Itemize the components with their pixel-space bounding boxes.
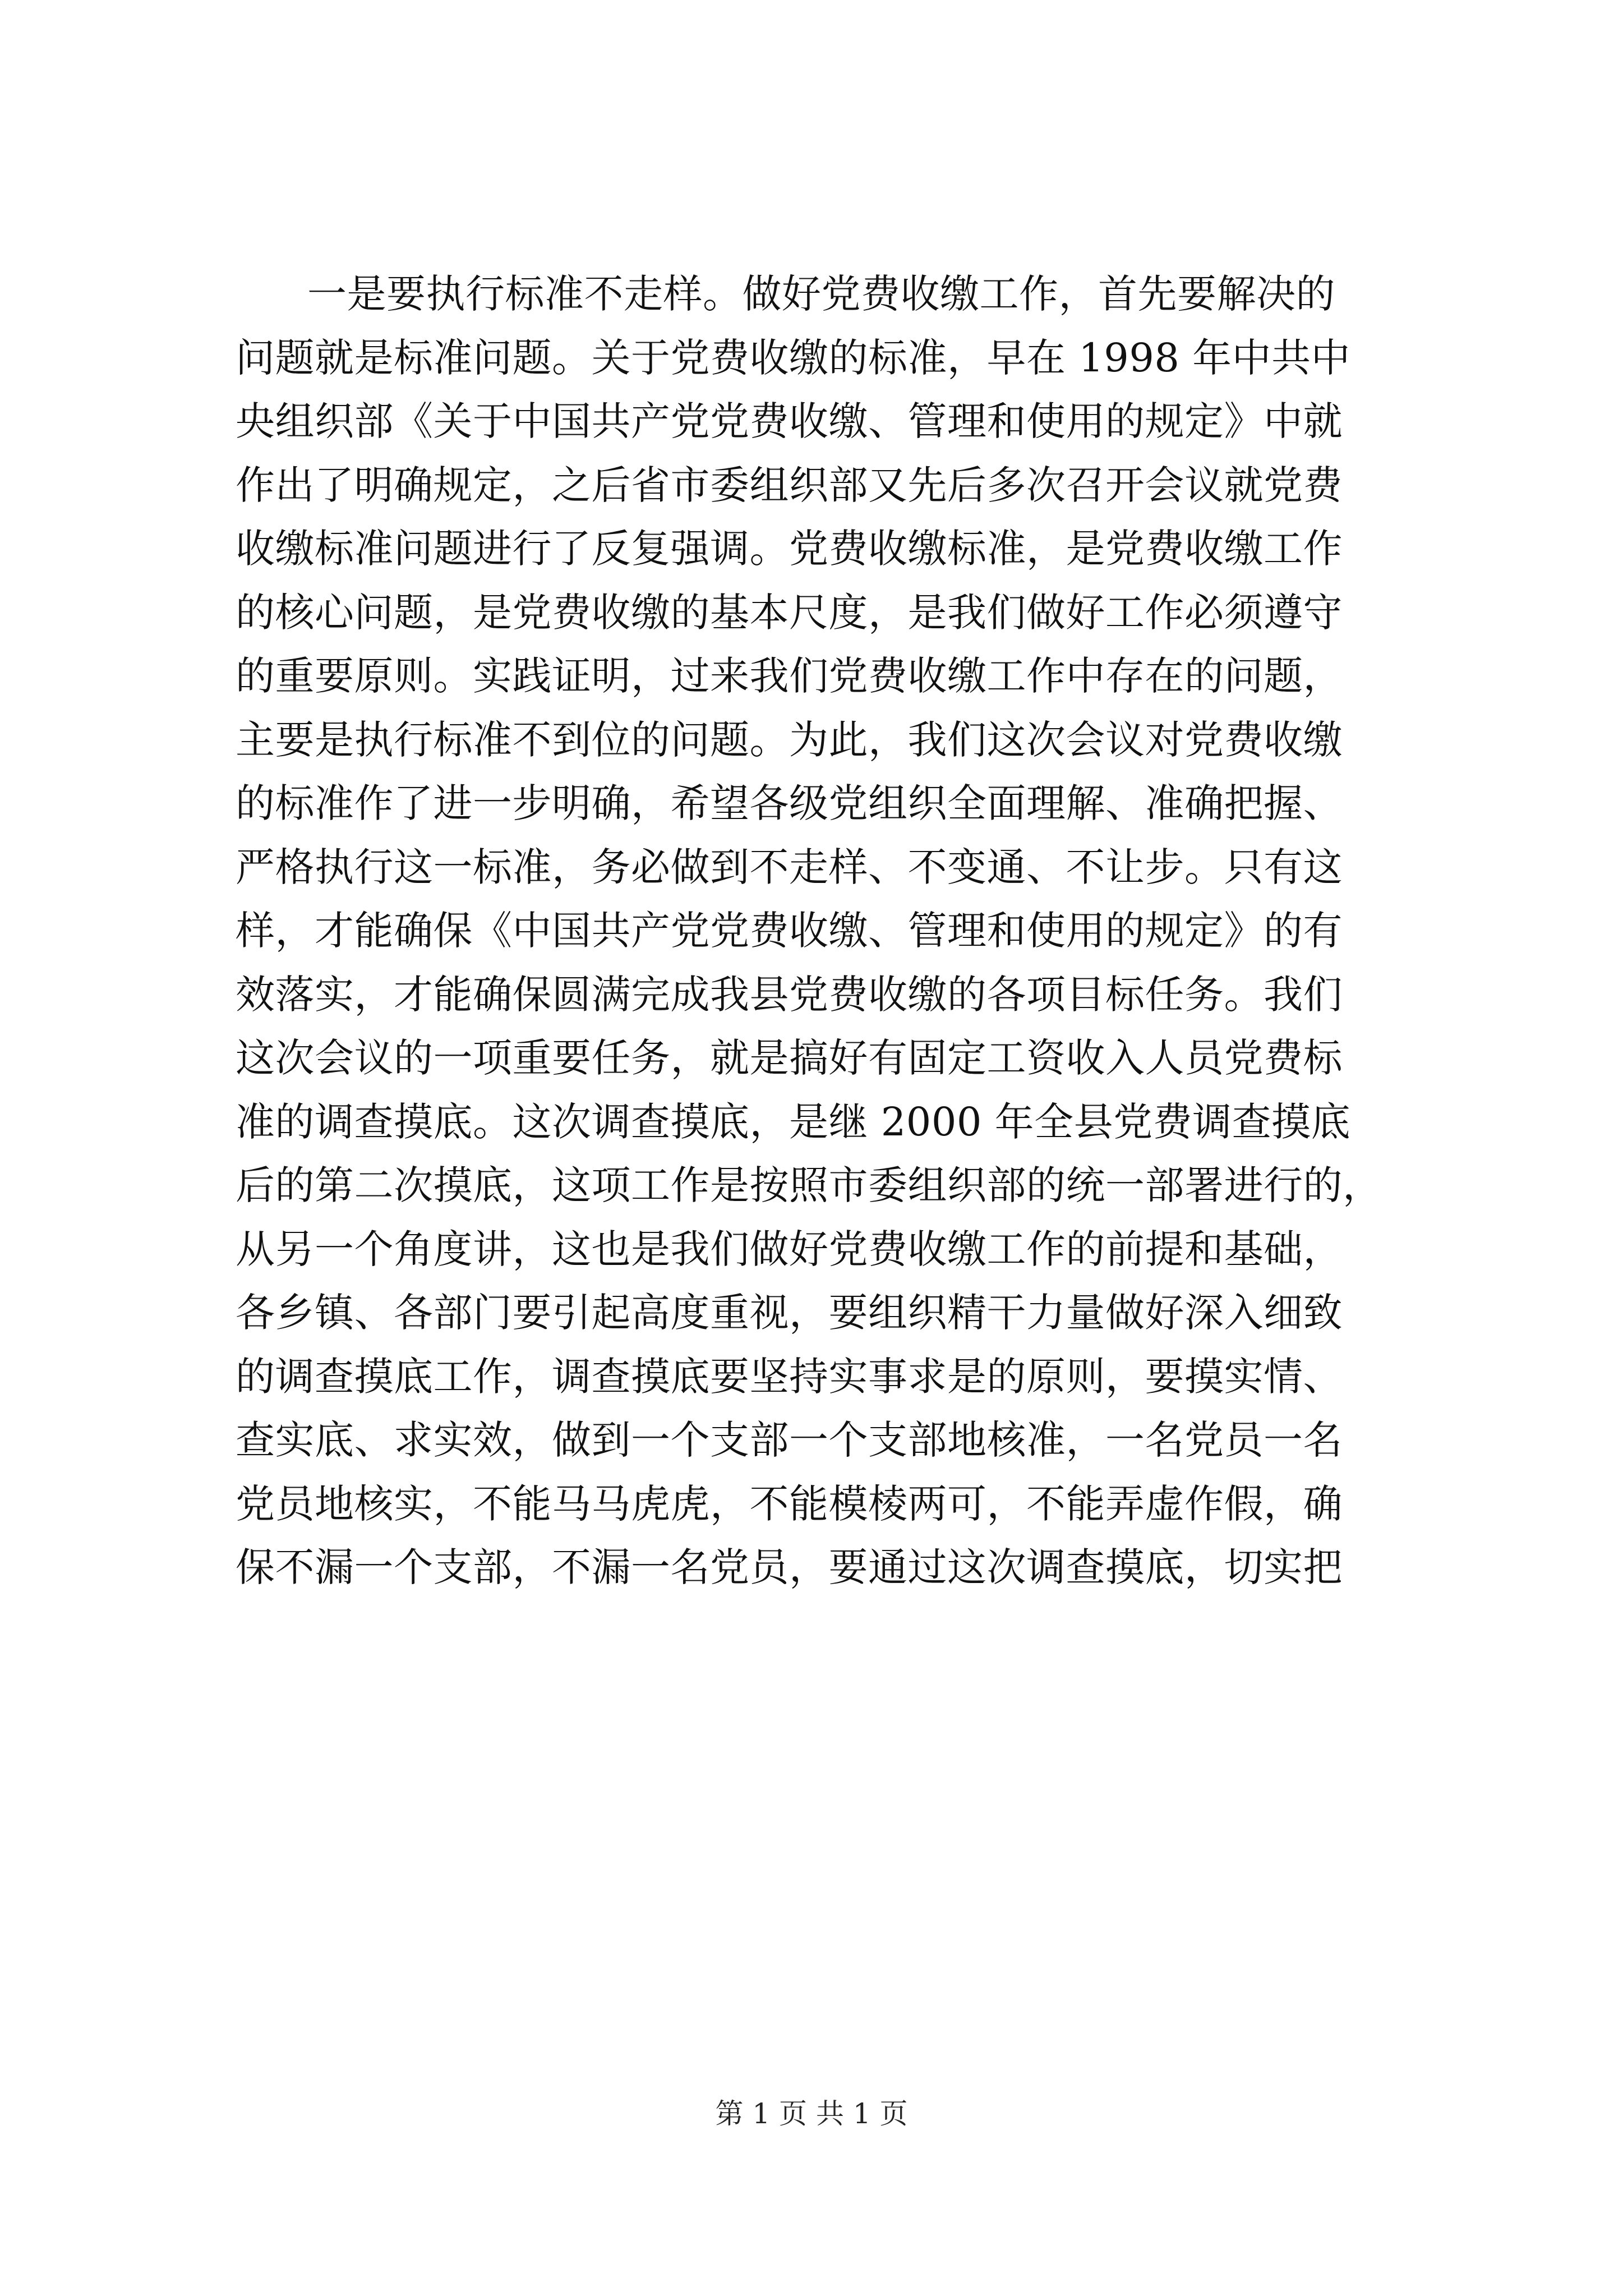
text-line: 样，才能确保《中国共产党党费收缴、管理和使用的规定》的有 xyxy=(236,908,1343,954)
text-line: 保不漏一个支部，不漏一名党员，要通过这次调查摸底，切实把 xyxy=(236,1544,1343,1590)
text-line: 严格执行这一标准，务必做到不走样、不变通、不让步。只有这 xyxy=(236,844,1343,890)
text-line: 查实底、求实效，做到一个支部一个支部地核准，一名党员一名 xyxy=(236,1417,1343,1463)
text-line: 一是要执行标准不走样。做好党费收缴工作，首先要解决的 xyxy=(307,271,1335,317)
text-line: 准的调查摸底。这次调查摸底，是继 2000 年全县党费调查摸底 xyxy=(236,1098,1351,1145)
page-number: 第 1 页 共 1 页 xyxy=(715,2097,908,2130)
text-line: 从另一个角度讲，这也是我们做好党费收缴工作的前提和基础， xyxy=(236,1226,1343,1272)
text-line: 央组织部《关于中国共产党党费收缴、管理和使用的规定》中就 xyxy=(236,398,1343,444)
text-line: 的重要原则。实践证明，过来我们党费收缴工作中存在的问题， xyxy=(236,653,1343,699)
body-paragraph xyxy=(236,263,1447,1600)
text-line: 收缴标准问题进行了反复强调。党费收缴标准，是党费收缴工作 xyxy=(236,526,1343,572)
text-line: 后的第二次摸底，这项工作是按照市委组织部的统一部署进行的， xyxy=(236,1162,1382,1208)
page-footer xyxy=(0,2097,1623,2131)
text-line: 各乡镇、各部门要引起高度重视，要组织精干力量做好深入细致 xyxy=(236,1290,1343,1336)
text-line: 主要是执行标准不到位的问题。为此，我们这次会议对党费收缴 xyxy=(236,716,1343,763)
text-line: 的调查摸底工作，调查摸底要坚持实事求是的原则，要摸实情、 xyxy=(236,1353,1343,1400)
text-line: 的核心问题，是党费收缴的基本尺度，是我们做好工作必须遵守 xyxy=(236,589,1343,636)
text-line: 这次会议的一项重要任务，就是搞好有固定工资收入人员党费标 xyxy=(236,1035,1343,1081)
text-line: 的标准作了进一步明确，希望各级党组织全面理解、准确把握、 xyxy=(236,780,1343,826)
text-line: 问题就是标准问题。关于党费收缴的标准，早在 1998 年中共中 xyxy=(236,334,1351,381)
text-line: 党员地核实，不能马马虎虎，不能模棱两可，不能弄虚作假，确 xyxy=(236,1480,1343,1527)
text-line: 效落实，才能确保圆满完成我县党费收缴的各项目标任务。我们 xyxy=(236,971,1343,1018)
text-line: 作出了明确规定，之后省市委组织部又先后多次召开会议就党费 xyxy=(236,462,1343,508)
